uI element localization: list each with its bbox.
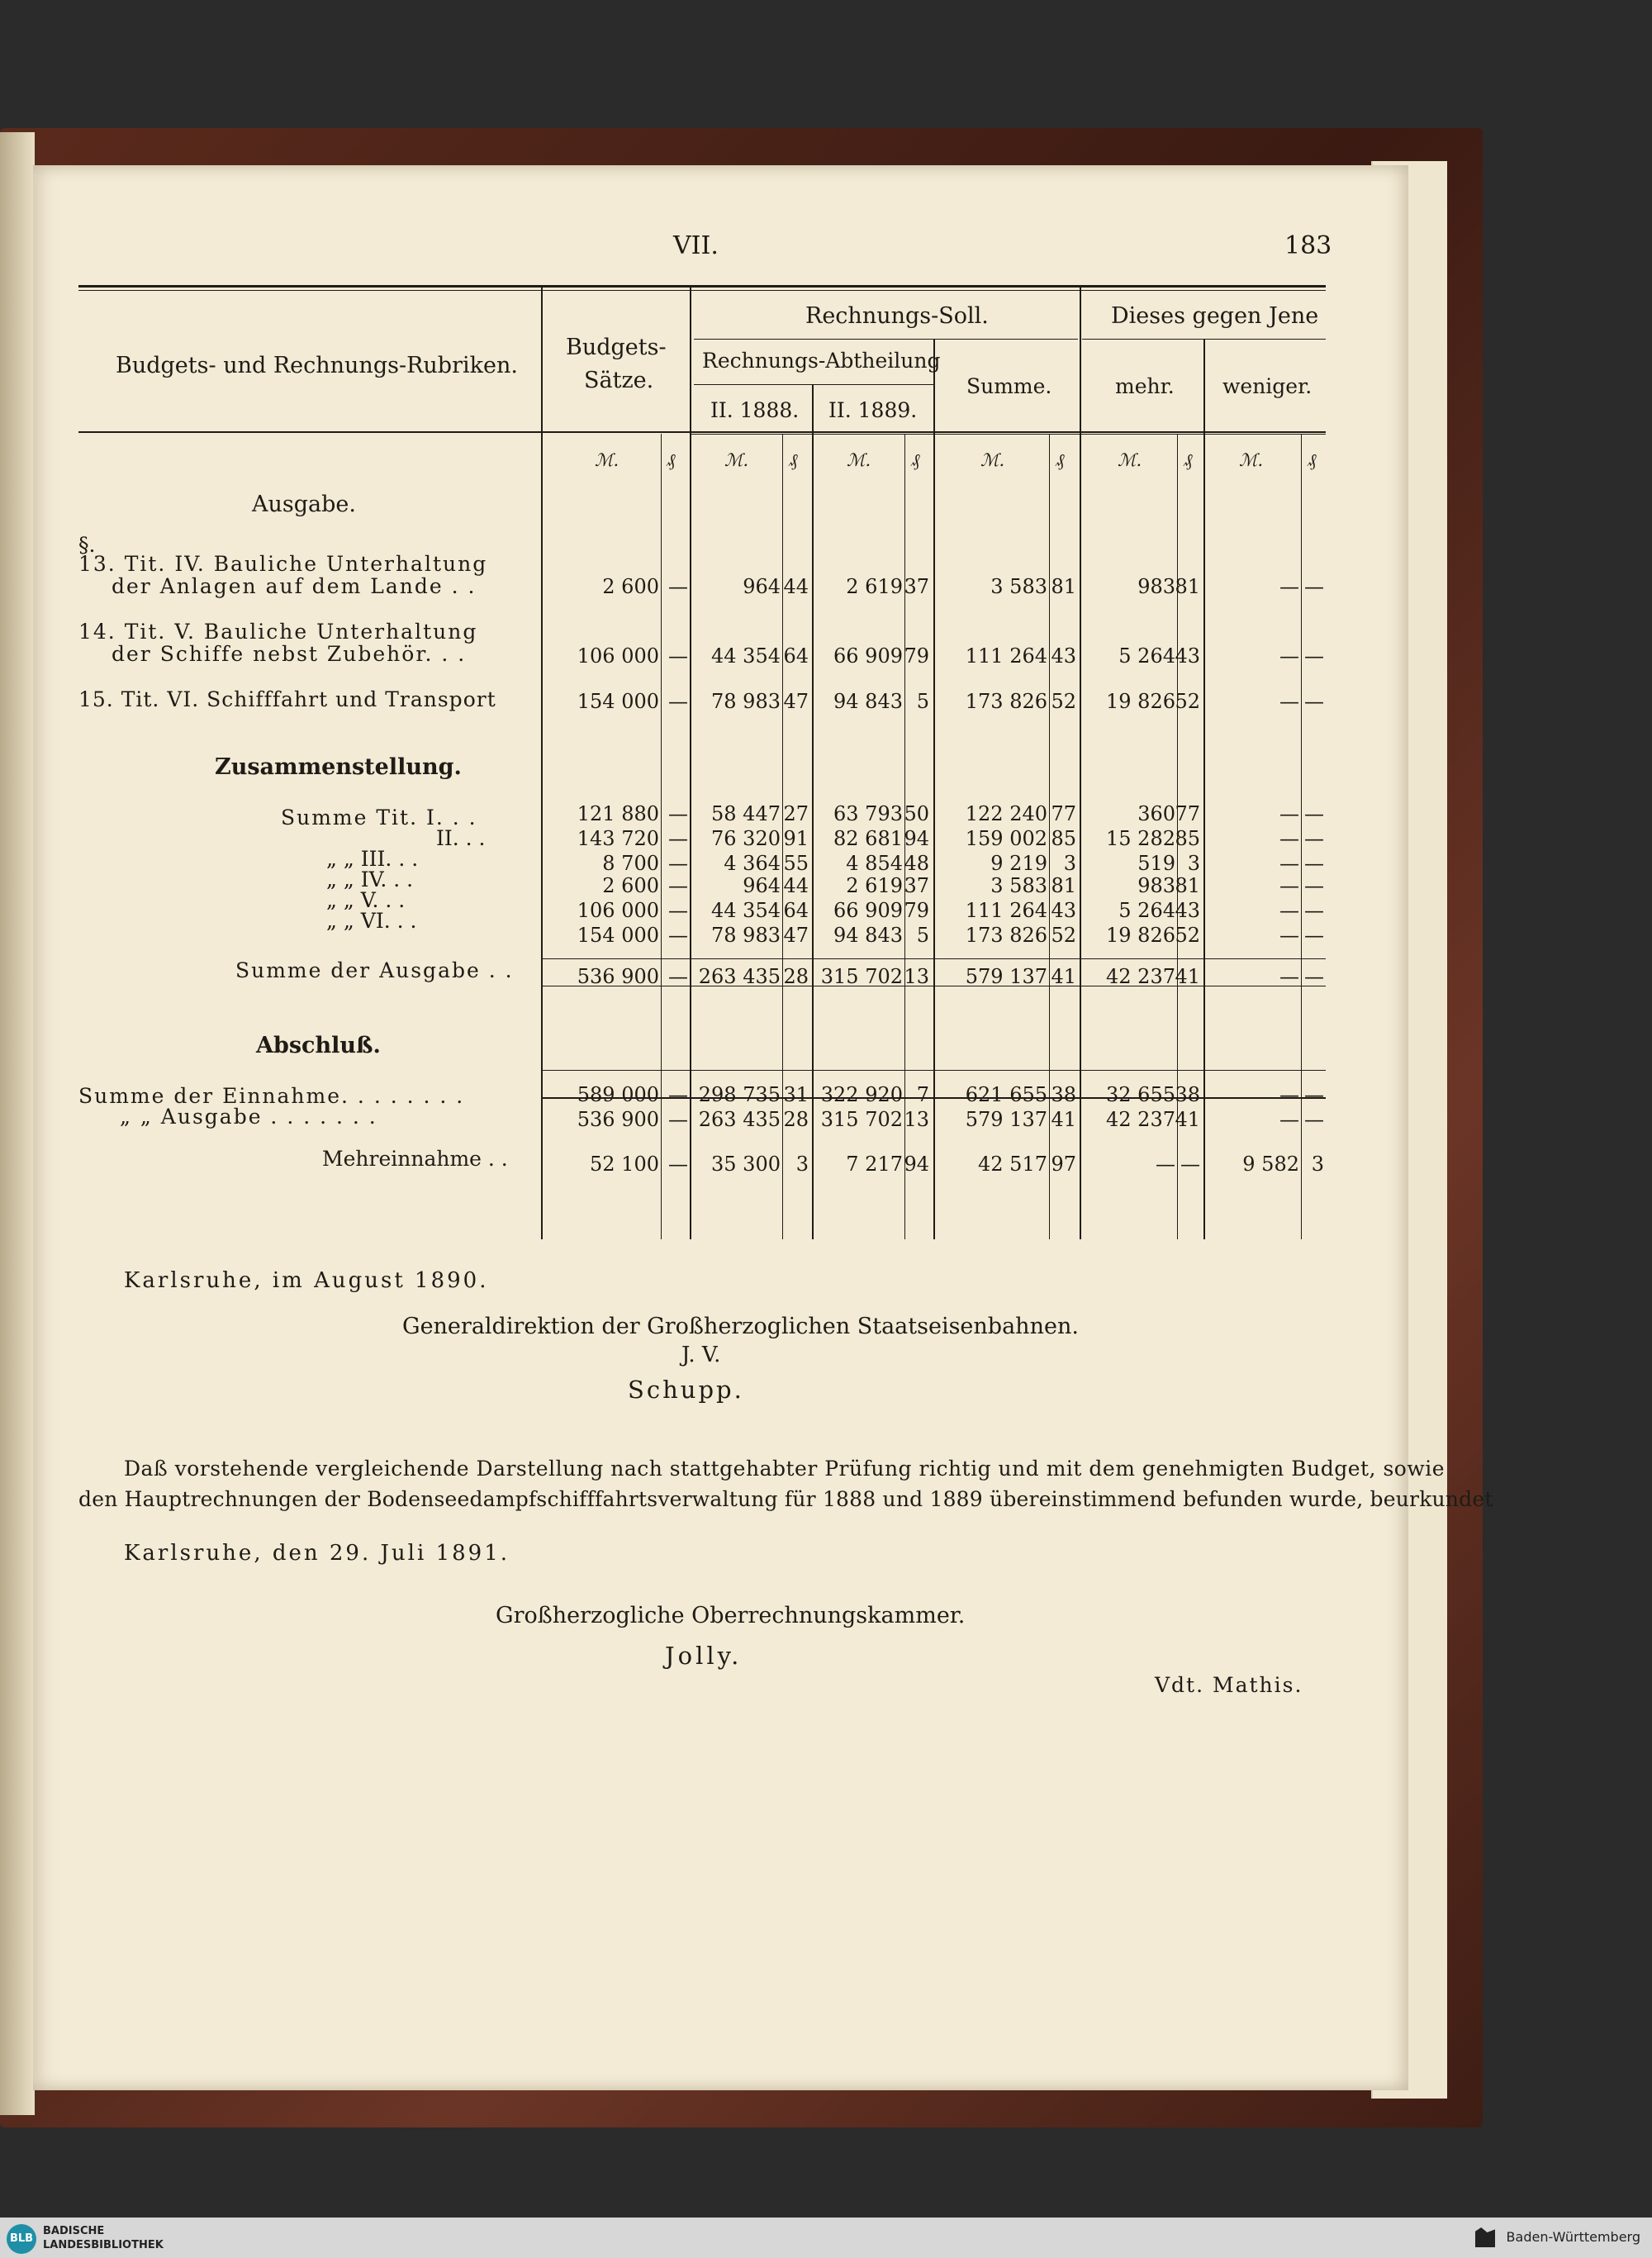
table-cell: 5 [916, 923, 929, 947]
table-cell: 322 920 [820, 1083, 903, 1107]
table-cell: — [1279, 874, 1299, 898]
table-cell: 97 [1051, 1152, 1076, 1176]
table-cell: 44 354 [711, 899, 781, 923]
table-cell: 81 [1175, 574, 1200, 598]
table-cell: 143 720 [577, 826, 659, 850]
col-line [661, 434, 662, 1239]
table-cell: 5 264 [1118, 899, 1175, 923]
certification-line-1: Daß vorstehende vergleichende Darstellung nach stattgehabter Prüfung richtig und mit dem genehmigten Budget, sowie [124, 1457, 1446, 1481]
table-cell: 41 [1175, 965, 1200, 989]
mehr-header: mehr. [1115, 374, 1175, 398]
table-cell: — [668, 1083, 688, 1107]
table-cell: — [1304, 1107, 1324, 1131]
oberrechnungskammer: Großherzogliche Oberrechnungskammer. [496, 1603, 966, 1628]
table-cell: 3 [1311, 1152, 1324, 1176]
table-cell: — [1279, 899, 1299, 923]
table-cell: 85 [1051, 826, 1076, 850]
table-cell: 58 447 [711, 802, 781, 826]
table-cell: 42 517 [978, 1152, 1047, 1176]
table-cell: 27 [783, 802, 809, 826]
table-cell: 106 000 [577, 899, 659, 923]
table-cell: 2 600 [602, 874, 659, 898]
table-cell: 37 [904, 574, 929, 598]
table-cell: 7 217 [846, 1152, 903, 1176]
unit-mark: ℳ. [847, 450, 871, 470]
year-1888-header: II. 1888. [710, 398, 800, 422]
col-line [1049, 434, 1050, 1239]
table-cell: 13 [904, 1107, 929, 1131]
table-cell: 3 583 [990, 574, 1047, 598]
table-cell: 536 900 [577, 1107, 659, 1131]
table-cell: 3 583 [990, 874, 1047, 898]
sum-tit-5-label: „ „ V. . . [326, 888, 406, 912]
table-cell: — [1304, 826, 1324, 850]
table-cell: 52 [1051, 690, 1076, 714]
unit-mark: ℳ. [1239, 450, 1264, 470]
signature-mathis: Vdt. Mathis. [1155, 1673, 1303, 1697]
col-line [690, 285, 691, 1239]
table-cell: — [1279, 802, 1299, 826]
left-page-edge [0, 132, 35, 2115]
table-cell: — [1156, 1152, 1175, 1176]
table-cell: 91 [783, 826, 809, 850]
table-cell: 360 [1137, 802, 1175, 826]
unit-pf: ₰ [667, 450, 676, 470]
table-cell: — [668, 826, 688, 850]
table-cell: 983 [1137, 574, 1175, 598]
table-cell: 7 [916, 1083, 929, 1107]
table-cell: — [668, 874, 688, 898]
certification-line-2: den Hauptrechnungen der Bodenseedampfschifffahrtsverwaltung für 1888 und 1889 übereinstimmend befunden wurde, beurkundet [78, 1487, 1493, 1511]
table-cell: — [1304, 899, 1324, 923]
paragraph-mark: §. [78, 533, 96, 557]
table-cell: 94 843 [833, 923, 903, 947]
table-cell: 13 [904, 965, 929, 989]
table-cell: — [1279, 851, 1299, 875]
table-cell: 19 826 [1106, 923, 1175, 947]
library-name-line-1: BADISCHE [43, 2225, 105, 2237]
table-cell: — [668, 965, 688, 989]
table-cell: — [1304, 923, 1324, 947]
table-cell: 43 [1175, 899, 1200, 923]
section-number: VII. [673, 231, 719, 260]
table-cell: 8 700 [602, 851, 659, 875]
row-14-label-1: 14. Tit. V. Bauliche Unterhaltung [78, 620, 478, 644]
table-cell: 9 582 [1242, 1152, 1299, 1176]
table-cell: 66 909 [833, 899, 903, 923]
table-cell: — [1279, 923, 1299, 947]
table-cell: 47 [783, 923, 809, 947]
table-cell: 94 [904, 826, 929, 850]
rubric-header: Budgets- und Rechnungs-Rubriken. [116, 353, 518, 378]
jv-note: J. V. [681, 1343, 721, 1367]
library-name [43, 2224, 164, 2252]
table-cell: 3 [1187, 851, 1200, 875]
table-cell: — [1279, 826, 1299, 850]
table-cell: 579 137 [965, 1107, 1047, 1131]
table-cell: 28 [783, 1107, 809, 1131]
table-cell: 159 002 [965, 826, 1047, 850]
table-cell: 315 702 [820, 1107, 903, 1131]
table-cell: — [668, 574, 688, 598]
table-cell: — [668, 1152, 688, 1176]
unit-pf: ₰ [1308, 450, 1317, 470]
table-cell: — [1304, 644, 1324, 668]
table-cell: 47 [783, 690, 809, 714]
weniger-header: weniger. [1222, 374, 1313, 398]
table-cell: 621 655 [965, 1083, 1047, 1107]
unit-pf: ₰ [1184, 450, 1193, 470]
unit-pf: ₰ [1056, 450, 1065, 470]
col-line [933, 339, 935, 1239]
table-cell: 78 983 [711, 923, 781, 947]
sum-ausgabe-abs-label: „ „ Ausgabe . . . . . . . [120, 1105, 377, 1129]
table-cell: 76 320 [711, 826, 781, 850]
col-line [1301, 434, 1302, 1239]
table-cell: 77 [1051, 802, 1076, 826]
table-cell: 77 [1175, 802, 1200, 826]
year-1889-header: II. 1889. [828, 398, 918, 422]
page-number: 183 [1284, 231, 1332, 260]
mehreinnahme-label: Mehreinnahme . . [322, 1147, 508, 1171]
table-cell: 19 826 [1106, 690, 1175, 714]
sum-einnahme-label: Summe der Einnahme. . . . . . . . [78, 1084, 465, 1108]
table-cell: 589 000 [577, 1083, 659, 1107]
table-cell: 38 [1051, 1083, 1076, 1107]
table-cell: — [668, 851, 688, 875]
table-cell: 263 435 [698, 965, 781, 989]
rule-header-sub [690, 434, 1326, 435]
budget-table [78, 285, 1326, 1239]
table-cell: 85 [1175, 826, 1200, 850]
table-cell: 64 [783, 644, 809, 668]
table-cell: 173 826 [965, 923, 1047, 947]
table-cell: 2 600 [602, 574, 659, 598]
table-cell: 79 [904, 899, 929, 923]
table-cell: 111 264 [965, 899, 1047, 923]
generaldirektion: Generaldirektion der Großherzoglichen Staatseisenbahnen. [402, 1314, 1079, 1339]
table-cell: — [668, 923, 688, 947]
table-cell: 3 [1063, 851, 1076, 875]
table-cell: 32 655 [1106, 1083, 1175, 1107]
table-cell: 122 240 [965, 802, 1047, 826]
unit-pf: ₰ [789, 450, 798, 470]
table-cell: — [1279, 574, 1299, 598]
table-cell: 55 [783, 851, 809, 875]
library-name-line-2: LANDESBIBLIOTHEK [43, 2239, 164, 2251]
unit-mark: ℳ. [1118, 450, 1142, 470]
table-cell: 44 354 [711, 644, 781, 668]
table-cell: 536 900 [577, 965, 659, 989]
table-cell: 28 [783, 965, 809, 989]
table-cell: 106 000 [577, 644, 659, 668]
table-cell: 111 264 [965, 644, 1047, 668]
table-cell: — [1279, 644, 1299, 668]
table-cell: — [668, 802, 688, 826]
table-cell: 43 [1175, 644, 1200, 668]
state-name: Baden-Württemberg [1506, 2229, 1640, 2245]
table-cell: 9 219 [990, 851, 1047, 875]
viewer-footer [0, 2218, 1652, 2258]
table-cell: — [668, 644, 688, 668]
place-date-2: Karlsruhe, den 29. Juli 1891. [124, 1541, 510, 1566]
table-cell: 52 [1175, 690, 1200, 714]
table-cell: 41 [1051, 1107, 1076, 1131]
unit-mark: ℳ. [724, 450, 749, 470]
budget-header-2: Sätze. [584, 368, 654, 393]
col-line [1080, 285, 1081, 1239]
table-cell: — [668, 1107, 688, 1131]
table-cell: — [1279, 1107, 1299, 1131]
table-cell: 41 [1175, 1107, 1200, 1131]
blb-logo: BLB [7, 2224, 36, 2254]
signature-schupp: Schupp. [628, 1376, 744, 1404]
rule-abth [694, 384, 933, 385]
unit-mark: ℳ. [595, 450, 620, 470]
table-cell: — [1304, 1083, 1324, 1107]
sum-tit-1-label: Summe Tit. I. . . [281, 806, 477, 830]
table-cell: — [1304, 690, 1324, 714]
table-cell: 78 983 [711, 690, 781, 714]
table-cell: 81 [1051, 574, 1076, 598]
table-cell: 579 137 [965, 965, 1047, 989]
table-cell: — [1304, 874, 1324, 898]
unit-pf: ₰ [911, 450, 920, 470]
table-cell: 38 [1175, 1083, 1200, 1107]
sum-tit-6-label: „ „ VI. . . [326, 909, 417, 933]
sum-tit-2-label: II. . . [436, 826, 486, 850]
table-cell: 964 [743, 874, 781, 898]
table-cell: 43 [1051, 899, 1076, 923]
table-cell: 42 237 [1106, 1107, 1175, 1131]
col-line [812, 384, 814, 1239]
table-cell: 82 681 [833, 826, 903, 850]
section-ausgabe: Ausgabe. [252, 492, 356, 517]
table-cell: — [668, 899, 688, 923]
soll-header: Rechnungs-Soll. [805, 303, 989, 329]
table-cell: 41 [1051, 965, 1076, 989]
table-cell: 52 100 [590, 1152, 659, 1176]
table-cell: 5 [916, 690, 929, 714]
unit-mark: ℳ. [980, 450, 1005, 470]
table-cell: 154 000 [577, 690, 659, 714]
col-line [1203, 339, 1205, 1239]
table-cell: 2 619 [846, 874, 903, 898]
table-cell: 81 [1175, 874, 1200, 898]
table-cell: 121 880 [577, 802, 659, 826]
sum-tit-4-label: „ „ IV. . . [326, 868, 414, 891]
table-cell: — [1279, 690, 1299, 714]
row-13-label-2: der Anlagen auf dem Lande . . [112, 574, 477, 598]
table-cell: 79 [904, 644, 929, 668]
table-cell: 298 735 [698, 1083, 781, 1107]
table-cell: 964 [743, 574, 781, 598]
table-cell: 37 [904, 874, 929, 898]
table-cell: 94 [904, 1152, 929, 1176]
row-13-label-1: 13. Tit. IV. Bauliche Unterhaltung [78, 552, 488, 576]
rule-top [78, 285, 1326, 288]
rule-header-bottom [78, 431, 1326, 433]
table-cell: 5 264 [1118, 644, 1175, 668]
table-cell: — [1279, 1083, 1299, 1107]
table-cell: 48 [904, 851, 929, 875]
table-cell: 44 [783, 874, 809, 898]
table-cell: 43 [1051, 644, 1076, 668]
sum-tit-3-label: „ „ III. . . [326, 847, 419, 871]
table-cell: 42 237 [1106, 965, 1175, 989]
rule-top-thin [78, 290, 1326, 291]
table-cell: 94 843 [833, 690, 903, 714]
table-cell: 35 300 [711, 1152, 781, 1176]
rule-soll [694, 339, 1078, 340]
table-cell: 52 [1051, 923, 1076, 947]
budget-header-1: Budgets- [566, 335, 667, 360]
table-cell: 44 [783, 574, 809, 598]
section-abschluss: Abschluß. [256, 1033, 381, 1058]
row-15-label: 15. Tit. VI. Schifffahrt und Transport [78, 687, 496, 711]
table-cell: 52 [1175, 923, 1200, 947]
table-cell: 983 [1137, 874, 1175, 898]
summe-header: Summe. [966, 374, 1052, 398]
table-cell: 31 [783, 1083, 809, 1107]
table-cell: — [1304, 802, 1324, 826]
table-cell: 173 826 [965, 690, 1047, 714]
table-cell: 2 619 [846, 574, 903, 598]
table-cell: — [1180, 1152, 1200, 1176]
table-cell: 4 854 [846, 851, 903, 875]
section-zusammenstellung: Zusammenstellung. [215, 754, 462, 780]
row-14-label-2: der Schiffe nebst Zubehör. . . [112, 642, 467, 666]
table-cell: — [1304, 574, 1324, 598]
table-cell: 519 [1137, 851, 1175, 875]
table-cell: 81 [1051, 874, 1076, 898]
abth-header: Rechnungs-Abtheilung [702, 349, 941, 373]
table-cell: 154 000 [577, 923, 659, 947]
table-cell: 66 909 [833, 644, 903, 668]
baden-wuerttemberg-icon [1475, 2227, 1495, 2247]
table-cell: — [1304, 851, 1324, 875]
table-cell: — [1279, 965, 1299, 989]
table-cell: 4 364 [724, 851, 781, 875]
signature-jolly: Jolly. [665, 1642, 743, 1670]
table-cell: 315 702 [820, 965, 903, 989]
col-line [541, 285, 543, 1239]
table-cell: 63 793 [833, 802, 903, 826]
table-cell: — [668, 690, 688, 714]
table-cell: 50 [904, 802, 929, 826]
jene-header: Dieses gegen Jene [1111, 303, 1319, 329]
table-cell: 64 [783, 899, 809, 923]
place-date-1: Karlsruhe, im August 1890. [124, 1268, 489, 1293]
table-cell: 3 [795, 1152, 809, 1176]
table-cell: 15 282 [1106, 826, 1175, 850]
table-cell: — [1304, 965, 1324, 989]
sum-ausgabe-label: Summe der Ausgabe . . [235, 958, 514, 982]
table-cell: 263 435 [698, 1107, 781, 1131]
